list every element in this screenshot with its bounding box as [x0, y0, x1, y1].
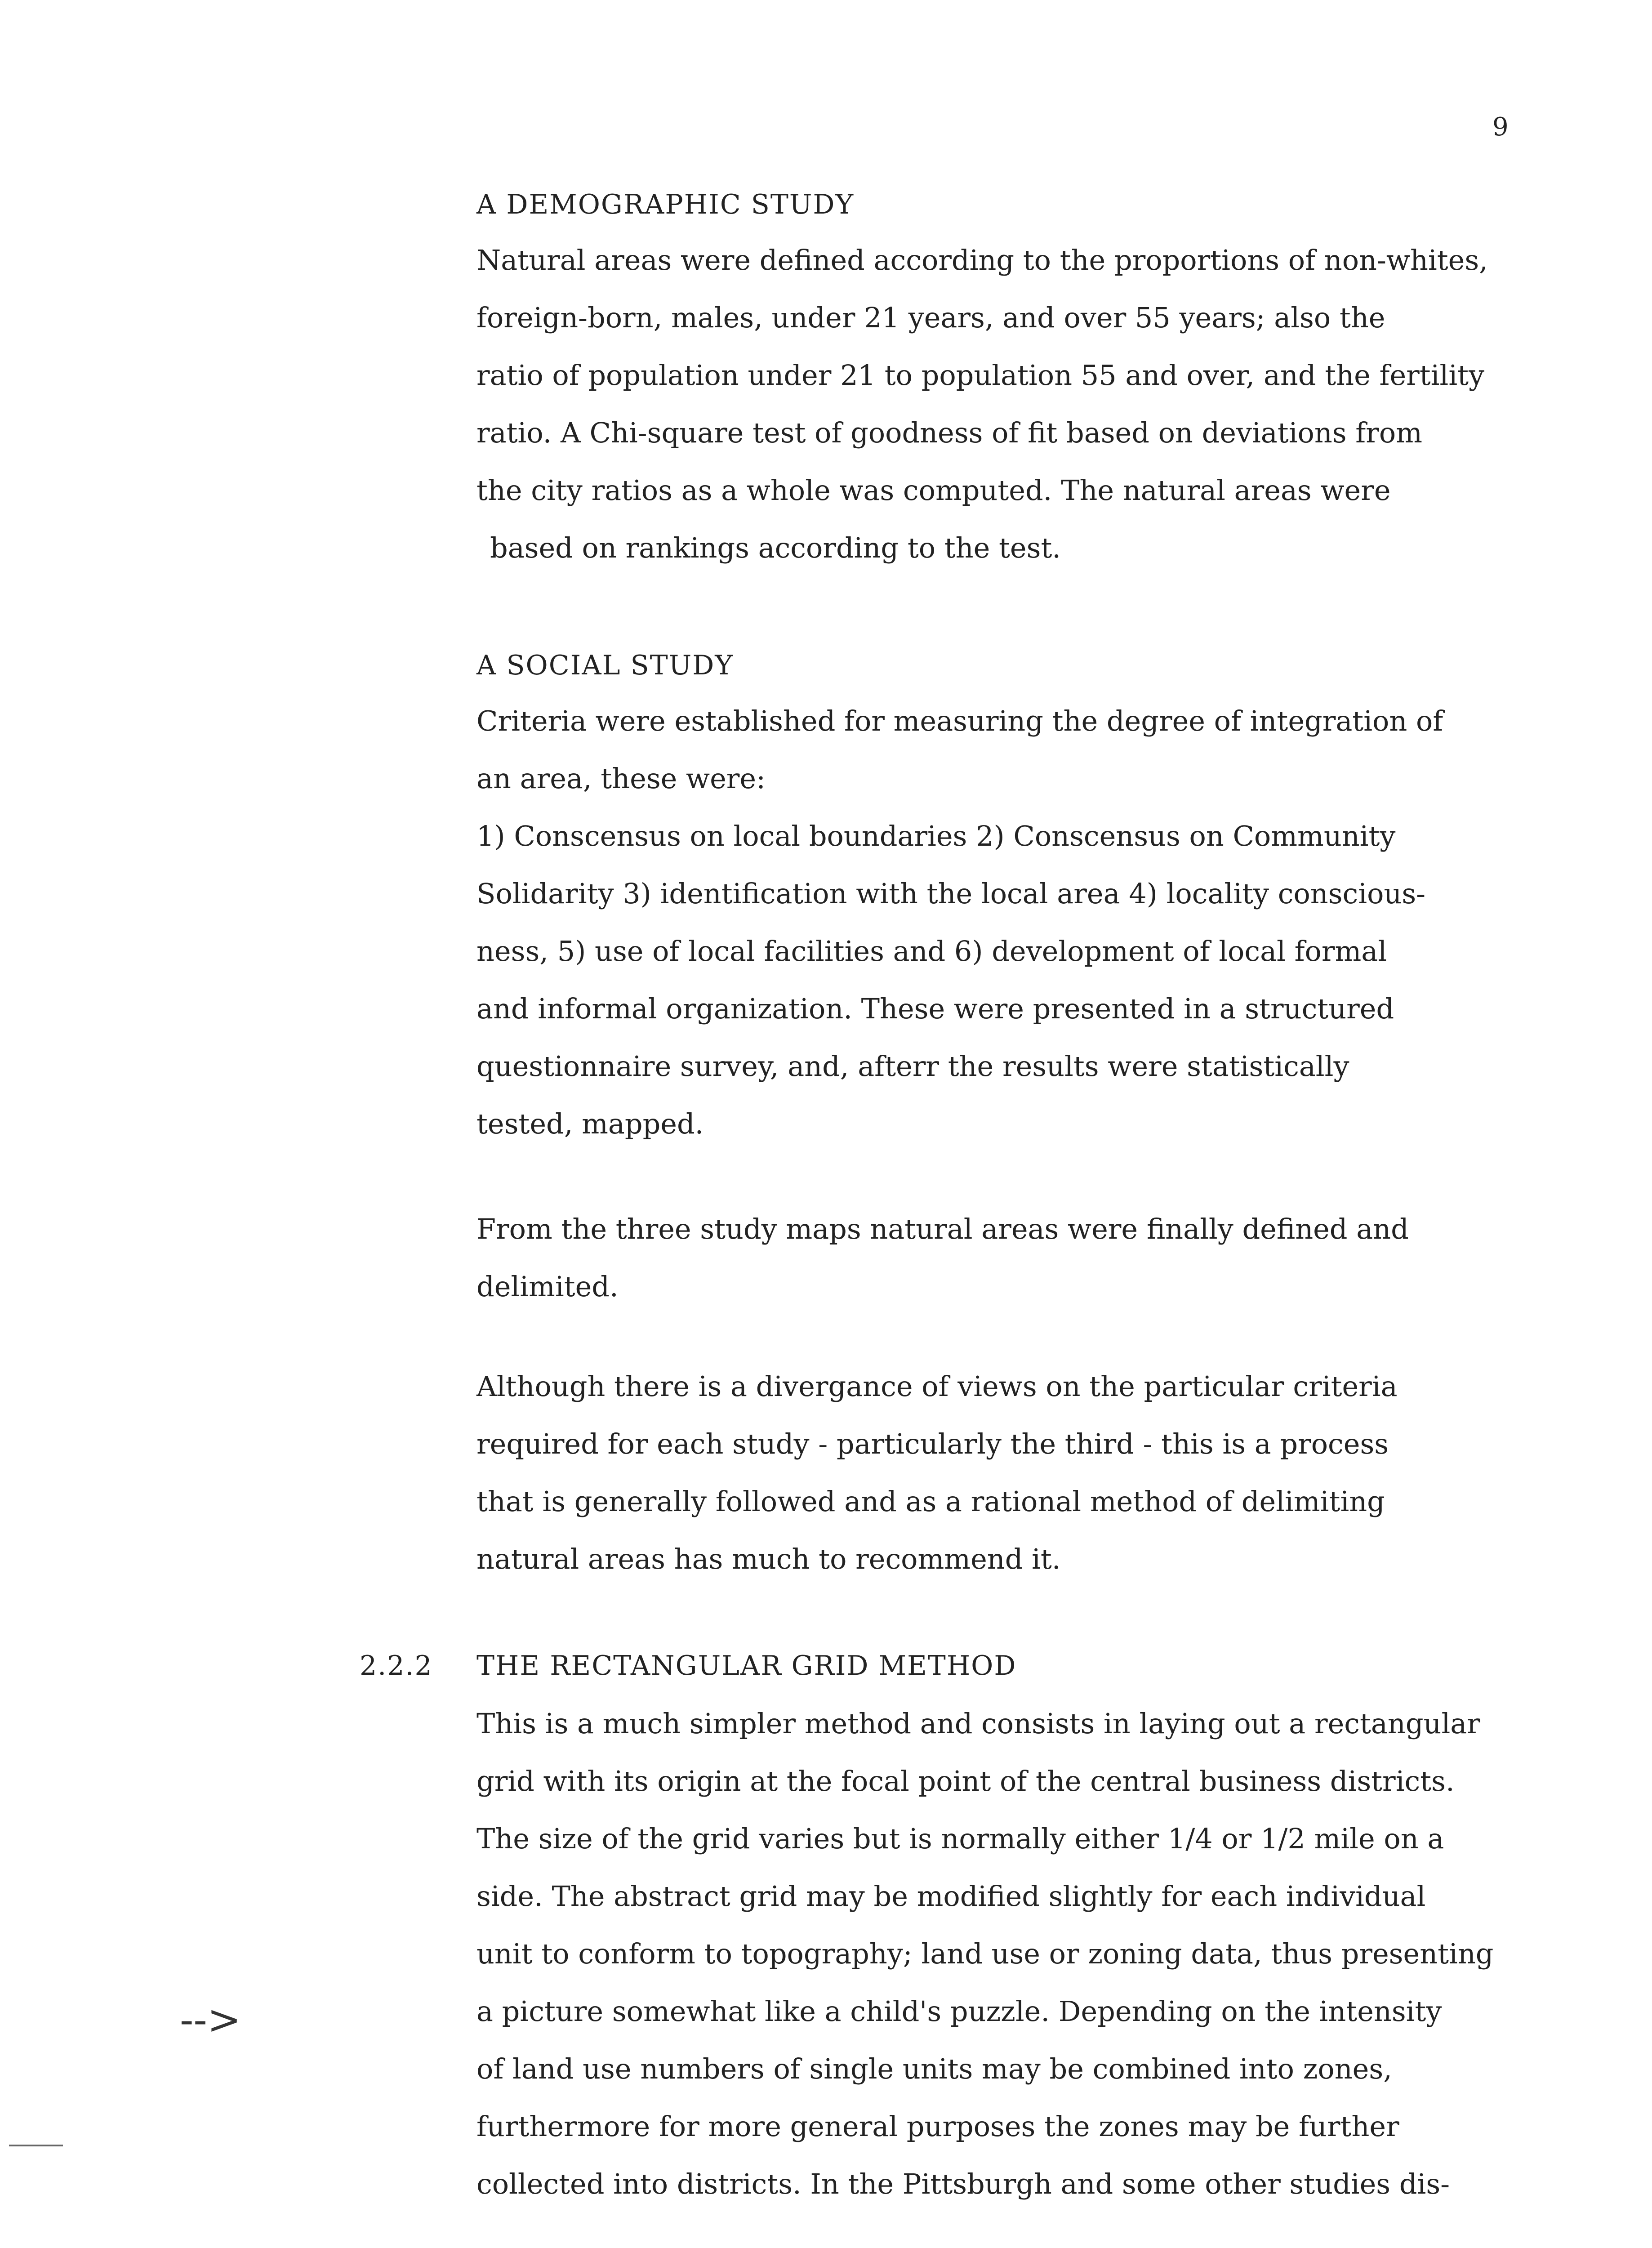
paragraph-divergence-of-views: [476, 1358, 1591, 1588]
text-line: side. The abstract grid may be modified slightly for each individual: [476, 1880, 1426, 1913]
text-line: an area, these were:: [476, 762, 766, 795]
text-line: ness, 5) use of local facilities and 6) development of local formal: [476, 935, 1387, 968]
paragraph-study-maps: [476, 1200, 1591, 1316]
text-line: delimited.: [476, 1270, 619, 1303]
text-line: tested, mapped.: [476, 1107, 704, 1140]
text-line: that is generally followed and as a rational method of delimiting: [476, 1485, 1385, 1518]
paragraph-social-study: [476, 692, 1591, 1153]
text-line: collected into districts. In the Pittsburgh and some other studies dis-: [476, 2168, 1450, 2200]
text-line: ratio of population under 21 to population 55 and over, and the fertility: [476, 359, 1485, 392]
paragraph-demographic-study: [476, 232, 1591, 577]
text-line: questionnaire survey, and, afterr the results were statistically: [476, 1050, 1349, 1083]
text-line: natural areas has much to recommend it.: [476, 1543, 1061, 1575]
text-line: required for each study - particularly the third - this is a process: [476, 1427, 1389, 1460]
text-line: foreign-born, males, under 21 years, and over 55 years; also the: [476, 301, 1385, 334]
text-line: Solidarity 3) identification with the local area 4) locality conscious-: [476, 877, 1426, 910]
text-line: Criteria were established for measuring the degree of integration of: [476, 705, 1443, 737]
text-line: 1) Conscensus on local boundaries 2) Conscensus on Community: [476, 820, 1396, 852]
section-heading-demographic-study: A DEMOGRAPHIC STUDY: [476, 189, 855, 220]
text-line: grid with its origin at the focal point of the central business districts.: [476, 1765, 1455, 1798]
text-line: based on rankings according to the test.: [490, 531, 1061, 564]
text-line: furthermore for more general purposes the zones may be further: [476, 2110, 1399, 2143]
margin-dash-mark: [9, 2145, 63, 2146]
text-line: Although there is a divergance of views on the particular criteria: [476, 1370, 1398, 1403]
text-line: This is a much simpler method and consists in laying out a rectangular: [476, 1707, 1480, 1740]
section-number: 2.2.2: [360, 1650, 433, 1682]
page-number: 9: [1492, 112, 1509, 142]
text-line: the city ratios as a whole was computed. The natural areas were: [476, 474, 1391, 507]
text-line: of land use numbers of single units may be combined into zones,: [476, 2052, 1392, 2085]
text-line: a picture somewhat like a child's puzzle. Depending on the intensity: [476, 1995, 1442, 2028]
paragraph-rectangular-grid-method: [476, 1695, 1591, 2213]
section-heading-social-study: A SOCIAL STUDY: [476, 650, 734, 681]
text-line: The size of the grid varies but is normally either 1/4 or 1/2 mile on a: [476, 1822, 1444, 1855]
text-line: From the three study maps natural areas were finally defined and: [476, 1213, 1409, 1245]
text-line: unit to conform to topography; land use or zoning data, thus presenting: [476, 1937, 1494, 1970]
margin-arrow-mark: -->: [180, 1996, 241, 2043]
text-line: Natural areas were defined according to the proportions of non-whites,: [476, 244, 1488, 277]
text-line: and informal organization. These were presented in a structured: [476, 992, 1394, 1025]
text-line: ratio. A Chi-square test of goodness of fit based on deviations from: [476, 416, 1423, 449]
section-heading-rectangular-grid-method: THE RECTANGULAR GRID METHOD: [476, 1650, 1017, 1682]
